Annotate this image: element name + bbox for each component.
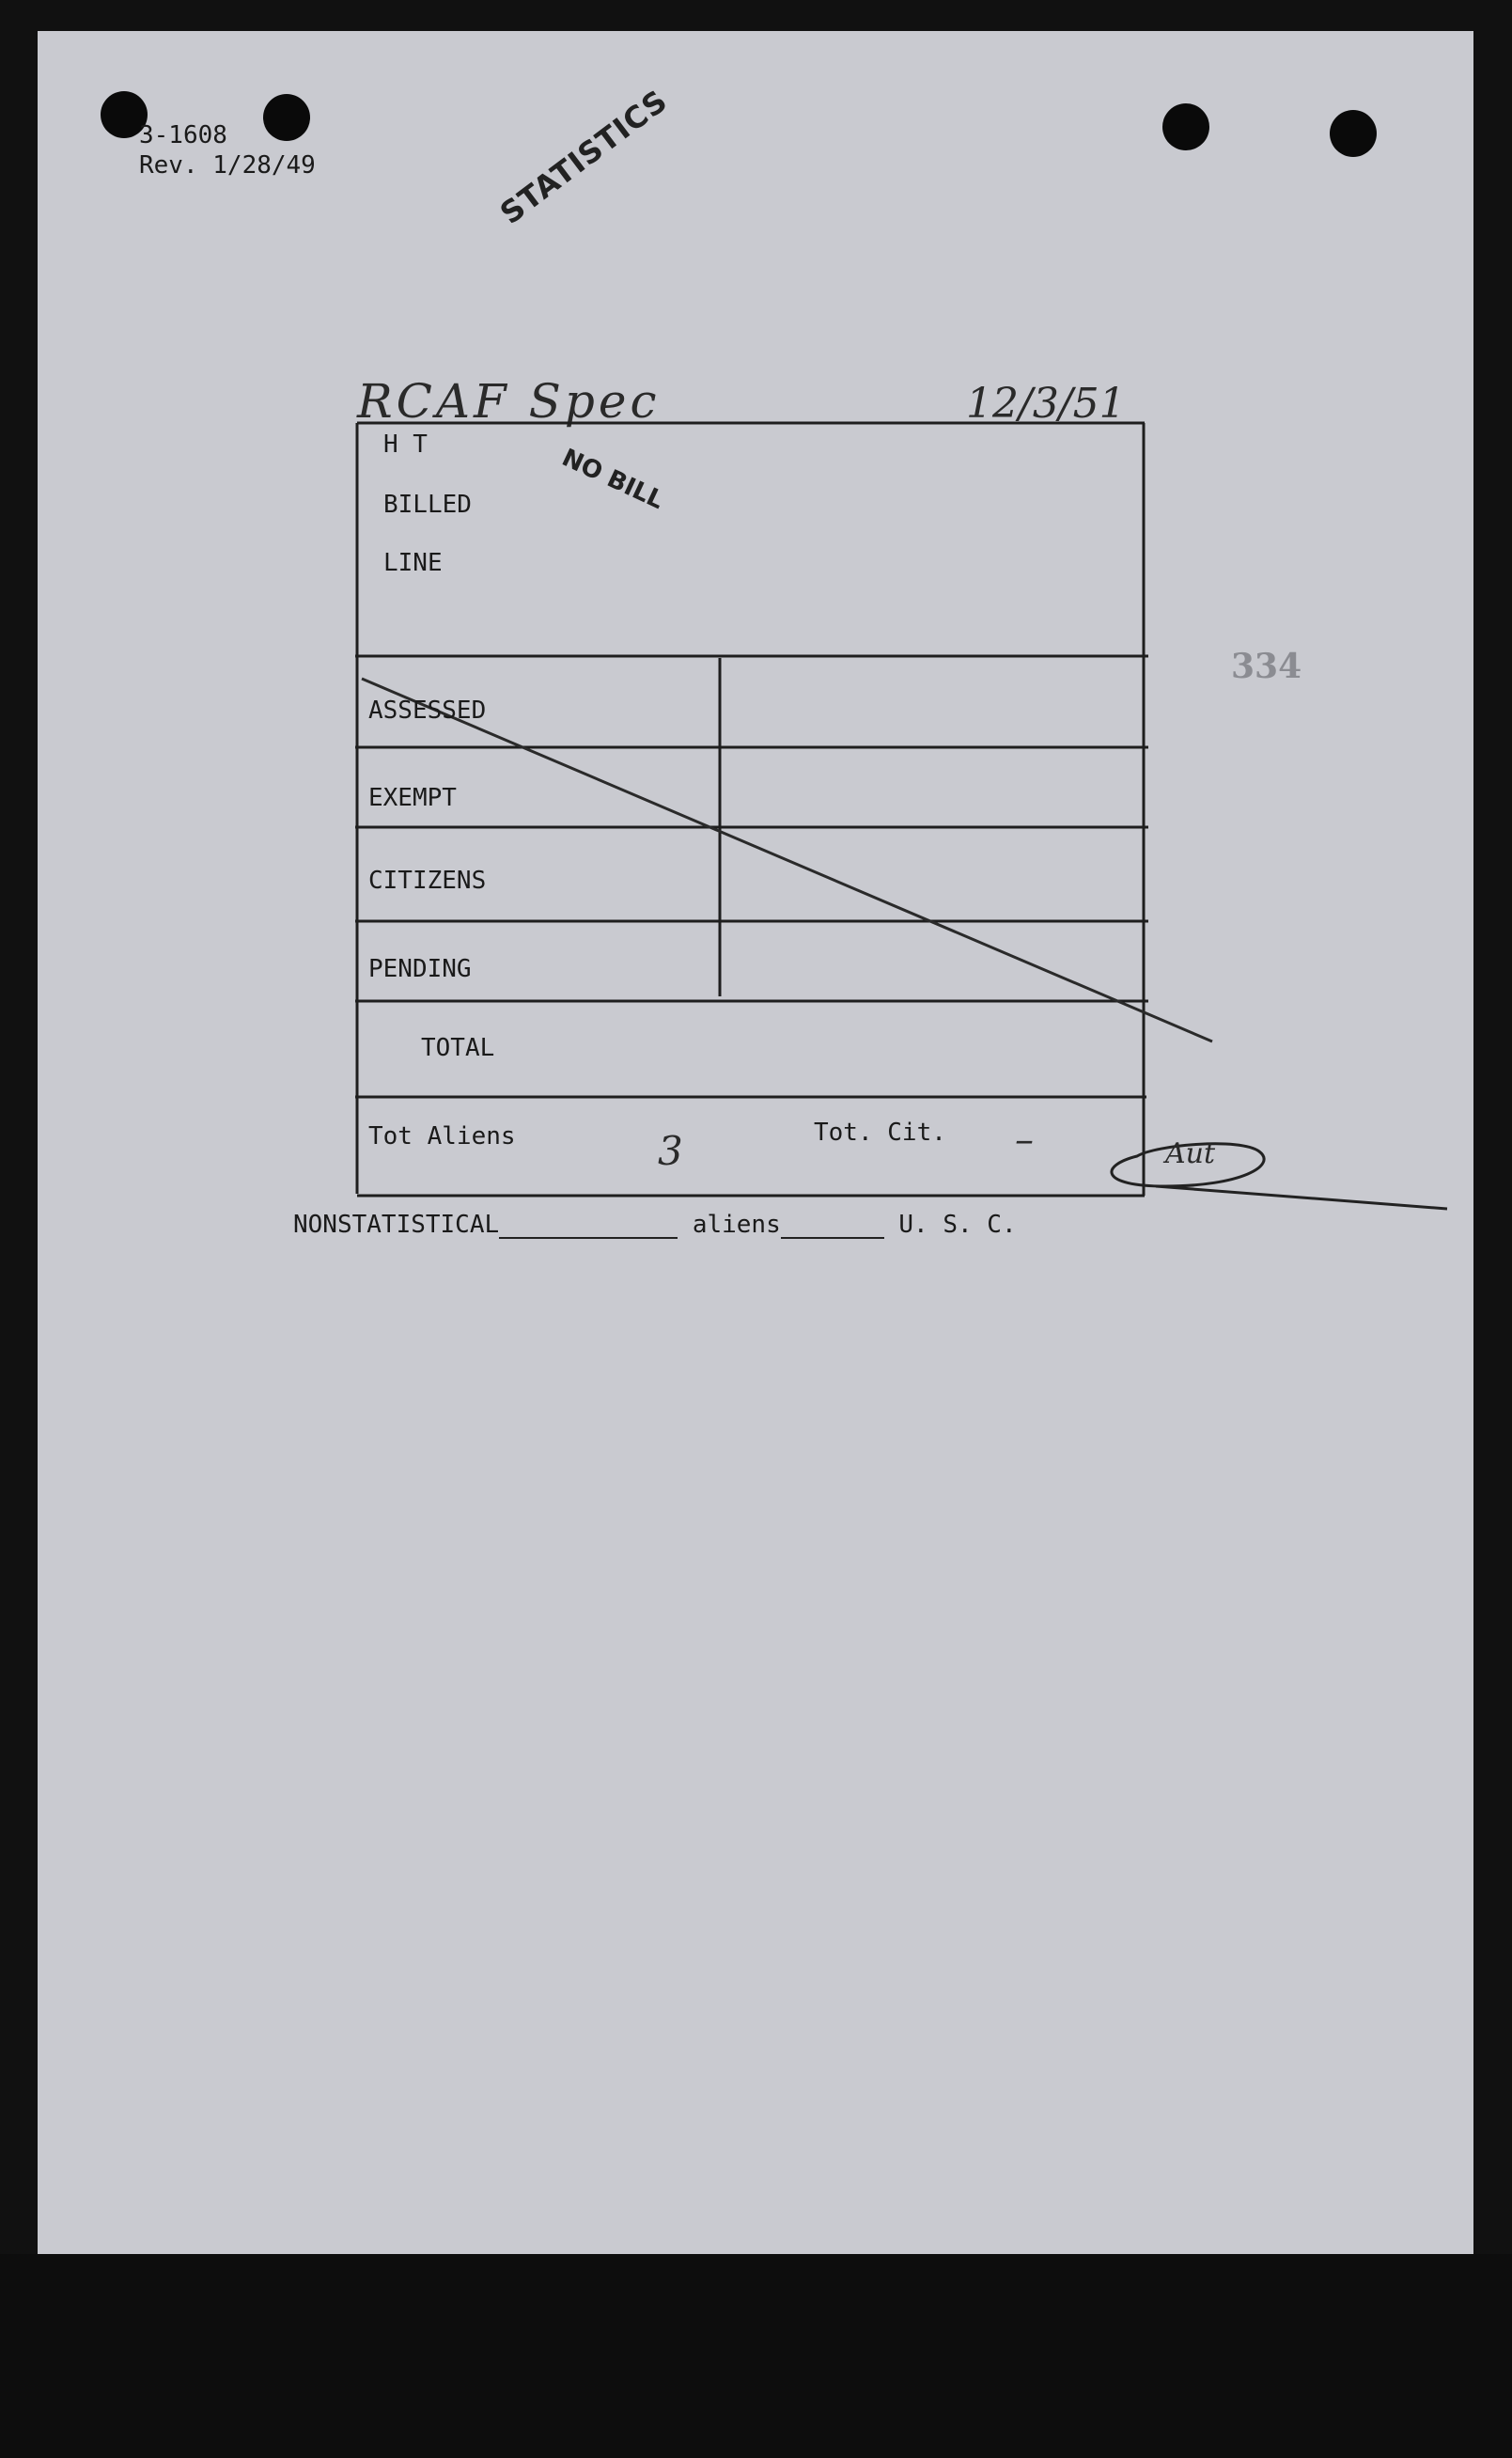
label-ht: H T bbox=[383, 431, 428, 459]
tot-aliens-value: 3 bbox=[658, 1128, 683, 1174]
handwritten-date: 12/3/51 bbox=[966, 380, 1126, 428]
no-bill-stamp: NO BILL bbox=[557, 444, 668, 516]
row-total: TOTAL bbox=[421, 1034, 495, 1062]
handwritten-loop bbox=[1112, 1144, 1447, 1209]
form-number: 3-1608 bbox=[139, 121, 227, 149]
nonstatistical-label: NONSTATISTICAL bbox=[293, 1211, 500, 1239]
label-billed: BILLED bbox=[383, 491, 472, 519]
statistics-stamp: STATISTICS bbox=[493, 82, 675, 231]
row-exempt: EXEMPT bbox=[368, 784, 457, 812]
usc-label: U. S. C. bbox=[898, 1211, 1017, 1239]
aliens-label: aliens bbox=[692, 1211, 781, 1239]
row-citizens: CITIZENS bbox=[368, 867, 487, 895]
nonstatistical-aliens-blank bbox=[499, 1237, 678, 1239]
nonstatistical-usc-blank bbox=[781, 1237, 884, 1239]
row-assessed: ASSESSED bbox=[368, 697, 487, 725]
form-revision: Rev. 1/28/49 bbox=[139, 151, 316, 180]
tot-cit-label: Tot. Cit. bbox=[814, 1119, 946, 1147]
handwritten-carrier: RCAF Spec bbox=[357, 374, 661, 429]
tot-cit-value: – bbox=[1015, 1119, 1034, 1162]
handwritten-initials: Aut bbox=[1165, 1137, 1216, 1170]
label-line: LINE bbox=[383, 549, 443, 577]
strike-line bbox=[362, 679, 1212, 1041]
row-pending: PENDING bbox=[368, 955, 472, 983]
nonstatistical-line bbox=[293, 1211, 1017, 1239]
tot-aliens-label: Tot Aliens bbox=[368, 1122, 516, 1151]
side-number: 334 bbox=[1231, 647, 1302, 686]
